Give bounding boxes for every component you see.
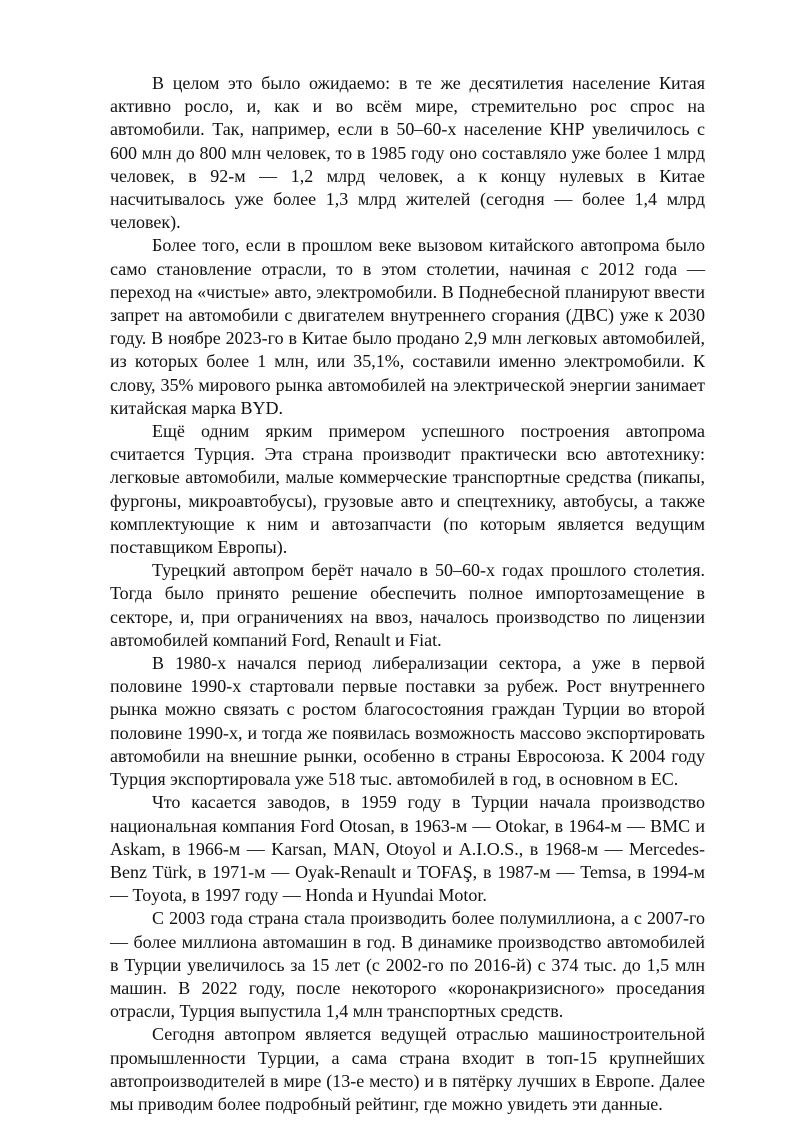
paragraph-2: Более того, если в прошлом веке вызовом китайского автопрома было само становление отрасли, то в этом столетии, начиная с 2012 года — переход на «чистые» авто, электромобили. В Поднебесной планируют ввести запрет на автомобили с двигателем внутреннего сгорания (ДВС) уже к 2030 году. В ноябре 2023-го в Китае было продано 2,9 млн легковых автомобилей, из которых более 1 млн, или 35,1%, составили именно электромобили. К слову, 35% мирового рынка автомобилей на электрической энергии занимает китайская марка BYD. bbox=[110, 235, 705, 418]
paragraph-6: Что касается заводов, в 1959 году в Турции начала производство национальная компания Ford Otosan, в 1963-м — Otokar, в 1964-м — BMC и Askam, в 1966-м — Karsan, MAN, Otoyol и A.I.O.S., в 1968-м — Mercedes-Benz Türk, в 1971-м — Oyak-Renault и TOFAŞ, в 1987-м — Temsa, в 1994-м — Toyota, в 1997 году — Honda и Hyundai Motor. bbox=[110, 792, 705, 906]
paragraph-5: В 1980-х начался период либерализации сектора, а уже в первой половине 1990-х стартовали первые поставки за рубеж. Рост внутреннего рынка можно связать с ростом благосостояния граждан Турции во второй половине 1990-х, и тогда же появилась возможность массово экспортировать автомобили на внешние рынки, особенно в страны Евросоюза. К 2004 году Турция экспортировала уже 518 тыс. автомобилей в год, в основном в ЕС. bbox=[110, 653, 705, 790]
paragraph-1: В целом это было ожидаемо: в те же десятилетия население Китая активно росло, и, как и во всём мире, стремительно рос спрос на автомобили. Так, например, если в 50–60-х население КНР увеличилось с 600 млн до 800 млн человек, то в 1985 году оно составляло уже более 1 млрд человек, в 92-м — 1,2 млрд человек, а к концу нулевых в Китае насчитывалось уже более 1,3 млрд жителей (сегодня — более 1,4 млрд человек). bbox=[110, 73, 705, 233]
paragraph-3: Ещё одним ярким примером успешного построения автопрома считается Турция. Эта страна производит практически всю автотехнику: легковые автомобили, малые коммерческие транспортные средства (пикапы, фургоны, микроавтобусы), грузовые авто и спецтехнику, автобусы, а также комплектующие к ним и автозапчасти (по которым является ведущим поставщиком Европы). bbox=[110, 421, 705, 558]
paragraph-4: Турецкий автопром берёт начало в 50–60-х годах прошлого столетия. Тогда было принято решение обеспечить полное импортозамещение в секторе, и, при ограничениях на ввоз, началось производство по лицензии автомобилей компаний Ford, Renault и Fiat. bbox=[110, 560, 705, 650]
paragraph-7: С 2003 года страна стала производить более полумиллиона, а с 2007-го — более миллиона автомашин в год. В динамике производство автомобилей в Турции увеличилось за 15 лет (с 2002-го по 2016-й) с 374 тыс. до 1,5 млн машин. В 2022 году, после некоторого «коронакризисного» проседания отрасли, Турция выпустила 1,4 млн транспортных средств. bbox=[110, 908, 705, 1022]
paragraph-8: Сегодня автопром является ведущей отраслью машиностроительной промышленности Турции, а сама страна входит в топ-15 крупнейших автопроизводителей в мире (13-е место) и в пятёрку лучших в Европе. Далее мы приводим более подробный рейтинг, где можно увидеть эти данные. bbox=[110, 1024, 705, 1114]
